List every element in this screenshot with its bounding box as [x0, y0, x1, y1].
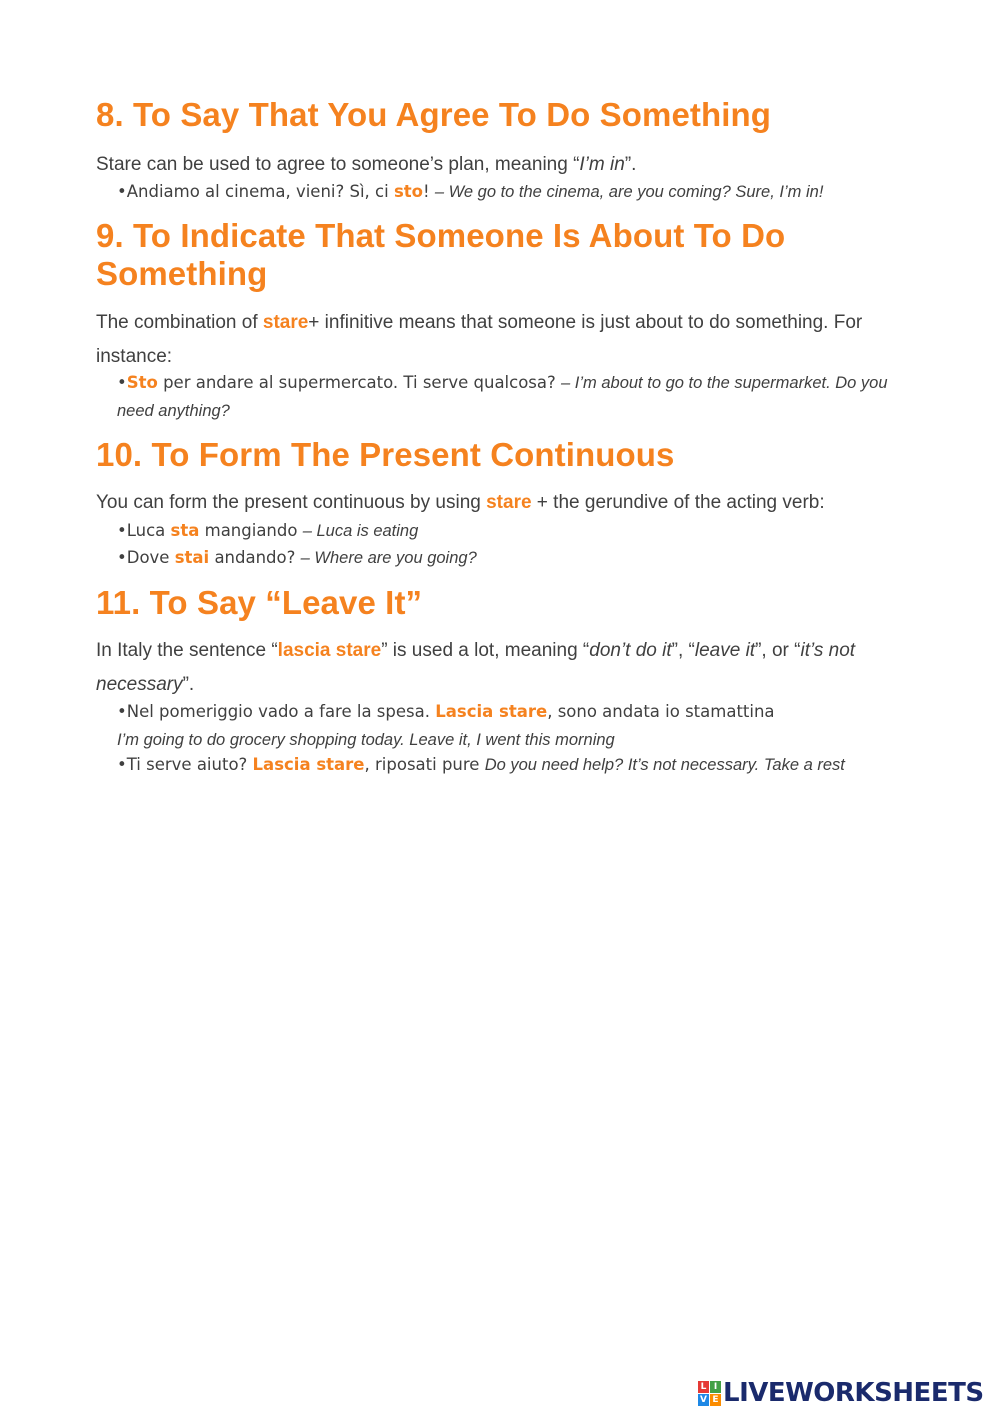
translation: – Luca is eating: [302, 522, 419, 540]
section-11-paragraph: [96, 634, 916, 702]
title-line: Something: [96, 255, 268, 292]
section-11-example-1: [117, 698, 897, 754]
example-text: per andare al supermercato. Ti serve qualcosa?: [157, 373, 562, 392]
paragraph-italic: I’m in: [579, 154, 625, 175]
example-text: •Dove: [117, 548, 175, 567]
section-10-example-1: [117, 517, 897, 545]
paragraph-text: Stare can be used to agree to someone’s plan, meaning “: [96, 154, 580, 175]
logo-letter: L: [698, 1381, 709, 1393]
highlight-word: lascia stare: [277, 640, 382, 661]
highlight-word: sta: [170, 521, 200, 540]
logo-text: LIVEWORKSHEETS: [723, 1378, 984, 1408]
paragraph-text: The combination of: [96, 312, 263, 333]
highlight-word: stai: [174, 548, 210, 567]
bullet-mark: •: [117, 373, 127, 392]
paragraph-italic: don’t do it: [589, 640, 672, 661]
example-text: •Ti serve aiuto?: [117, 755, 253, 774]
example-text: , sono andata io stamattina: [547, 702, 775, 721]
example-text: !: [422, 182, 435, 201]
example-text: •Luca: [117, 521, 171, 540]
paragraph-text: ”.: [624, 154, 637, 175]
highlight-word: Sto: [126, 373, 158, 392]
section-9-example-1: [117, 369, 897, 425]
translation: Do you need help? It’s not necessary. Take a rest: [484, 756, 845, 774]
section-11-title: 11. To Say “Leave It”: [96, 584, 423, 621]
paragraph-text: + infinitive means that someone is just about to do something. For instance:: [96, 312, 863, 367]
example-text: , riposati pure: [364, 755, 485, 774]
paragraph-text: ”, or “: [755, 640, 801, 661]
logo-letter: E: [710, 1394, 721, 1406]
logo-letter: I: [710, 1381, 721, 1393]
highlight-word: Lascia stare: [435, 702, 548, 721]
section-11-example-2: [117, 751, 897, 779]
example-text: •Nel pomeriggio vado a fare la spesa.: [117, 702, 436, 721]
highlight-word: Lascia stare: [252, 755, 365, 774]
example-text: andando?: [209, 548, 301, 567]
translation: – We go to the cinema, are you coming? Sure, I’m in!: [434, 183, 824, 201]
section-10-title: 10. To Form The Present Continuous: [96, 436, 675, 473]
liveworksheets-logo: [698, 1378, 994, 1408]
paragraph-text: In Italy the sentence “: [96, 640, 278, 661]
example-text: •Andiamo al cinema, vieni? Sì, ci: [117, 182, 394, 201]
highlight-word: stare: [262, 312, 309, 333]
section-8-example-1: [117, 178, 897, 206]
example-text: mangiando: [199, 521, 303, 540]
translation: I’m going to do grocery shopping today. Leave it, I went this morning: [117, 731, 615, 749]
highlight-word: stare: [486, 492, 532, 513]
section-10-paragraph: [96, 486, 916, 520]
paragraph-text: ”, “: [671, 640, 695, 661]
paragraph-italic: leave it: [694, 640, 756, 661]
paragraph-text: ” is used a lot, meaning “: [381, 640, 590, 661]
logo-icon: [698, 1381, 721, 1406]
section-9-paragraph: [96, 306, 916, 374]
section-9-title: [96, 217, 916, 293]
translation: – Where are you going?: [300, 549, 477, 567]
title-line: 9. To Indicate That Someone Is About To Do: [96, 217, 786, 254]
highlight-word: sto: [393, 182, 423, 201]
section-8-title: 8. To Say That You Agree To Do Something: [96, 96, 772, 133]
paragraph-text: You can form the present continuous by using: [96, 492, 487, 513]
logo-letter: V: [698, 1394, 709, 1406]
paragraph-text: ”.: [182, 674, 195, 695]
paragraph-text: + the gerundive of the acting verb:: [531, 492, 825, 513]
paragraph-italic: it’s not necessary: [96, 640, 856, 695]
section-8-paragraph: [96, 148, 916, 182]
section-10-example-2: [117, 544, 897, 572]
translation: – I’m about to go to the supermarket. Do you need anything?: [117, 374, 888, 420]
